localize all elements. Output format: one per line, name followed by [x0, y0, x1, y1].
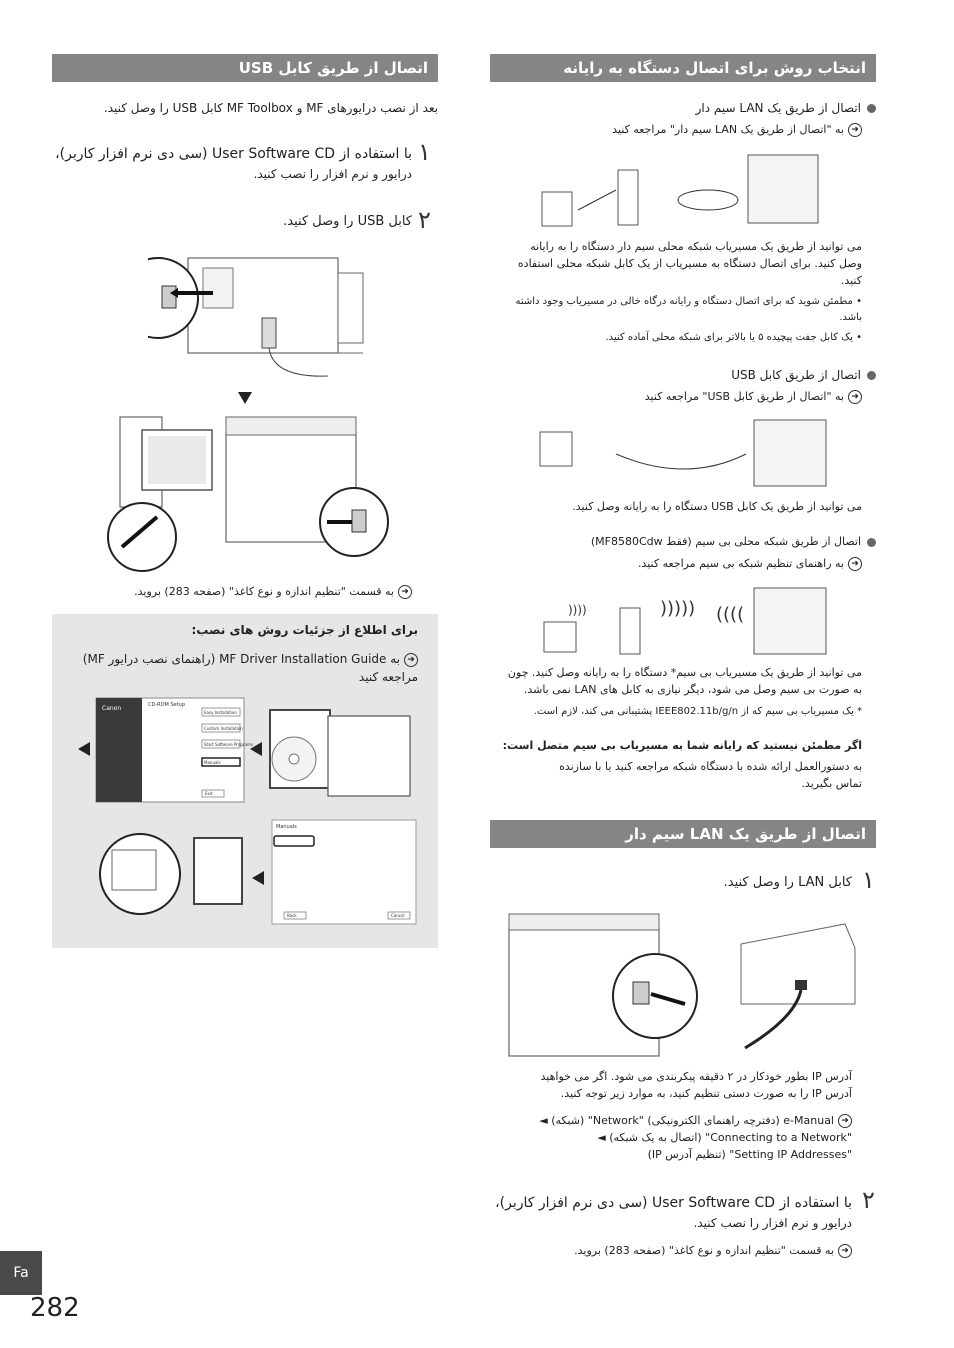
router-check-heading: اگر مطمئن نیستید که رایانه شما به مسیریاب بی سیم متصل است: [502, 739, 862, 752]
wireless-option: اتصال از طریق شبکه محلی بی سیم (فقط MF8580Cdw) [490, 533, 876, 550]
language-tab: Fa [0, 1251, 42, 1295]
ip-address-info: آدرس IP بطور خودکار در ۲ دقیقه پیکربندی می شود. اگر می خواهید آدرس IP را به صورت دستی تنظیم کنید، به موارد زیر توجه کنید. [540, 1070, 852, 1100]
reference-arrow-icon: ➜ [848, 557, 862, 571]
wired-lan-notes: • مطمئن شوید که برای اتصال دستگاه و رایانه درگاه خالی در مسیریاب وجود داشته باشد. • یک کابل جفت پیچیده ۵ یا بالاتر برای شبکه محلی آماده کنید. [515, 296, 862, 343]
lan-step-2-number: ۲ [862, 1186, 875, 1214]
bullet-icon [867, 371, 876, 380]
bullet-icon [867, 538, 876, 547]
step-2-number: ۲ [418, 206, 431, 234]
install-details-heading: برای اطلاع از جزئیات روش های نصب: [191, 623, 418, 637]
usb-section-title: اتصال از طریق کابل USB [52, 54, 438, 82]
reference-arrow-icon: ➜ [398, 585, 412, 599]
reference-arrow-icon: ➜ [404, 653, 418, 667]
paper-settings-ref: ➜به قسمت "تنظیم اندازه و نوع کاغذ" (صفحه 283) بروید. [52, 583, 412, 600]
wireless-description: می توانید از طریق یک مسیریاب بی سیم* دستگاه را به رایانه وصل کنید. چون به صورت بی سیم وصل می شود، دیگر نیازی به کابل های LAN نمی باشد. [507, 666, 862, 696]
usb-connection-illustration [536, 416, 830, 492]
step-1-line-2: درایور و نرم افزار را نصب کنید. [253, 167, 412, 181]
svg-text:Start Software Programs: Start Software Programs [204, 742, 253, 747]
wireless-connection-illustration [542, 584, 832, 658]
step-1-line-1: با استفاده از User Software CD (سی دی نرم افزار کاربر)، [55, 146, 412, 162]
down-arrow-icon [236, 390, 254, 406]
svg-text:Manuals: Manuals [204, 760, 221, 765]
usb-option: اتصال از طریق کابل USB [490, 366, 876, 384]
svg-text:)))): )))) [568, 603, 587, 617]
wired-lan-option: اتصال از طریق یک LAN سیم دار [490, 99, 876, 117]
cd-setup-illustration [74, 694, 430, 812]
manuals-screen-illustration [98, 816, 420, 928]
svg-text:Custom Installation: Custom Installation [204, 726, 243, 731]
svg-text:Canon: Canon [102, 705, 122, 712]
emanual-ref: ➜e-Manual (دفترچه راهنمای الکترونیکی) "Network" (شبکه) ◄ "Connecting to a Network" (اتصال به یک شبکه) ◄ "Setting IP Addresses" (تنظیم آدرس IP) [539, 1114, 852, 1161]
svg-text:))))): ))))) [660, 598, 696, 619]
wired-lan-description: می توانید از طریق یک مسیریاب شبکه محلی سیم دار دستگاه را به رایانه وصل کنید. برای اتصال دستگاه به مسیریاب از یک کابل شبکه محلی استفاده کنید. [517, 240, 862, 287]
wireless-option-ref: ➜به راهنمای تنظیم شبکه بی سیم مراجعه کنید. [490, 555, 862, 572]
svg-text:((((: (((( [716, 604, 745, 625]
wireless-router-note: * یک مسیریاب بی سیم که از IEEE802.11b/g/n پشتیبانی می کند، لازم است. [533, 706, 862, 717]
svg-text:Easy Installation: Easy Installation [204, 710, 237, 715]
usb-option-ref: ➜به "اتصال از طریق کابل USB" مراجعه کنید [490, 388, 862, 405]
reference-arrow-icon: ➜ [848, 390, 862, 404]
printer-usb-back-illustration [148, 248, 378, 388]
usb-option-description: می توانید از طریق یک کابل USB دستگاه را به رایانه وصل کنید. [572, 500, 862, 513]
reference-arrow-icon: ➜ [838, 1114, 852, 1128]
computer-printer-usb-illustration [102, 412, 392, 580]
reference-arrow-icon: ➜ [848, 123, 862, 137]
usb-intro-text: بعد از نصب درایورهای MF و MF Toolbox کابل USB را وصل کنید. [103, 101, 438, 115]
lan-step-1-number: ۱ [862, 866, 875, 894]
lan-step-2-text: با استفاده از User Software CD (سی دی نرم افزار کاربر)، درایور و نرم افزار را نصب کنید. [495, 1195, 852, 1230]
bullet-icon [867, 104, 876, 113]
svg-text:Cancel: Cancel [391, 913, 405, 918]
svg-text:Back: Back [287, 913, 297, 918]
wired-lan-section-title: اتصال از طریق یک LAN سیم دار [490, 820, 876, 848]
router-check-description: به دستورالعمل ارائه شده با دستگاه شبکه مراجعه کنید یا با سازنده تماس بگیرید. [559, 760, 862, 790]
lan-step-1-text: کابل LAN را وصل کنید. [723, 875, 852, 890]
driver-guide-ref: ➜به MF Driver Installation Guide (راهنمای نصب درایور MF) مراجعه کنید [82, 652, 418, 684]
step-2-text: کابل USB را وصل کنید. [283, 214, 412, 229]
reference-arrow-icon: ➜ [838, 1244, 852, 1258]
wired-lan-illustration [538, 150, 826, 232]
wired-lan-ref: ➜به "اتصال از طریق یک LAN سیم دار" مراجعه کنید [490, 121, 862, 138]
svg-text:Manuals: Manuals [276, 824, 297, 830]
svg-text:CD-ROM Setup: CD-ROM Setup [148, 702, 186, 708]
lan-paper-settings-ref: ➜به قسمت "تنظیم اندازه و نوع کاغذ" (صفحه 283) بروید. [490, 1242, 852, 1259]
connection-method-title: انتخاب روش برای اتصال دستگاه به رایانه [490, 54, 876, 82]
step-1-text [52, 144, 412, 184]
page-number: 282 [30, 1293, 80, 1323]
lan-cable-illustration [505, 908, 861, 1060]
svg-text:Exit: Exit [205, 791, 213, 796]
step-1-number: ۱ [418, 138, 431, 166]
